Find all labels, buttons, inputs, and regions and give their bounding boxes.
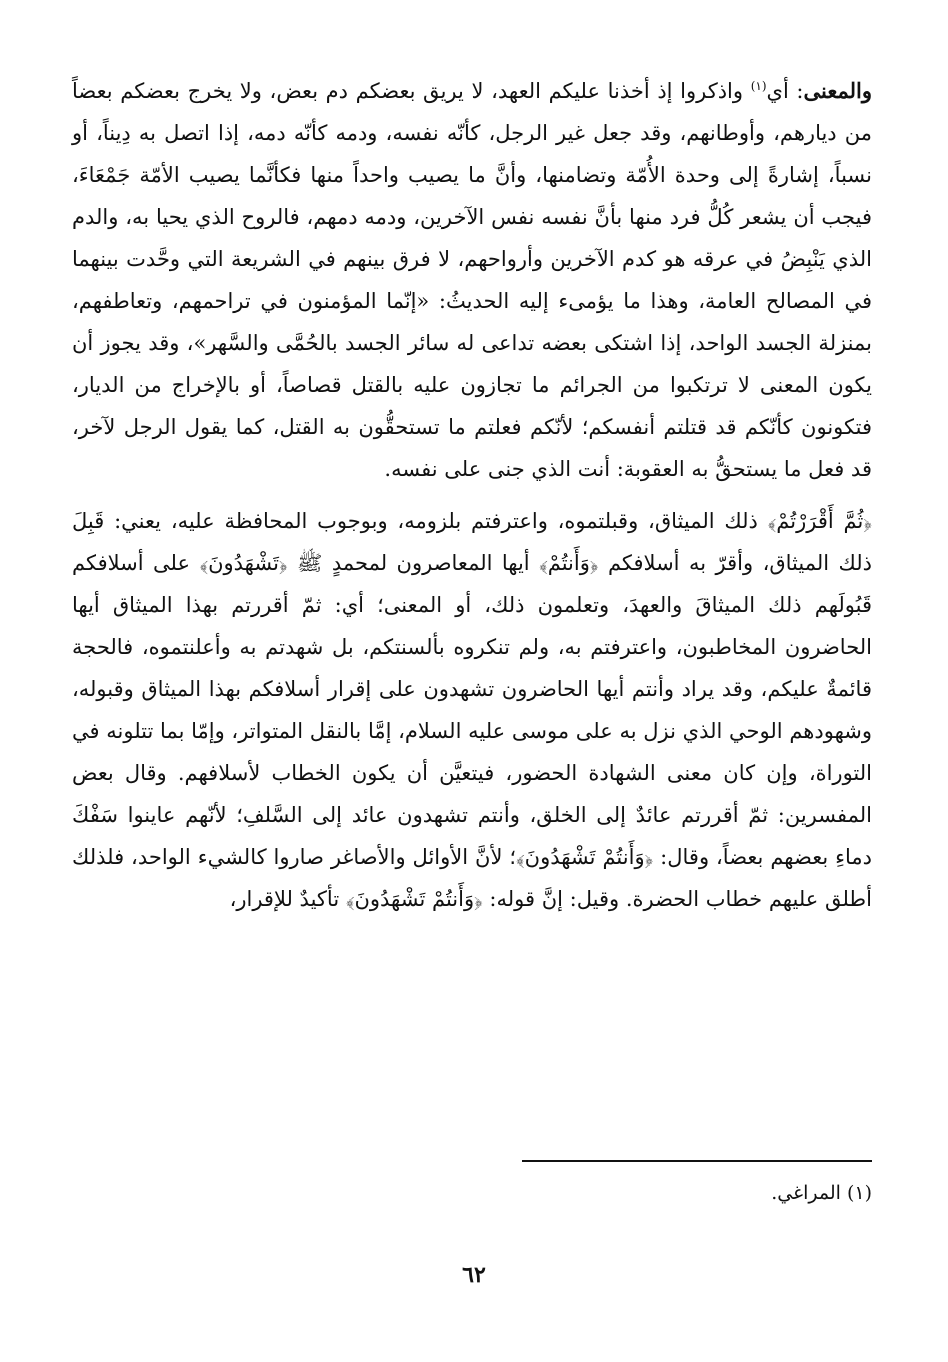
page-number: ٦٢ bbox=[462, 1262, 486, 1288]
footnote-number: (١) bbox=[846, 1182, 872, 1204]
paragraph-meaning-text: واذكروا إذ أخذنا عليكم العهد، لا يريق بعضكم دم بعض، ولا يخرج بعضكم بعضاً من ديارهم، وأوطانهم، وقد جعل غير الرجل، كأنّه نفسه، ودمه كأنّه دمه، إذا اتصل به دِيناً، أو نسباً، إشارةً إلى وحدة الأُمّة وتضامنها، وأنَّ ما يصيب واحداً منها فكأنَّما يصيب الأمّة جَمْعَاءَ، فيجب أن يشعر كُلُّ فرد منها بأنَّ نفسه نفس الآخرين، ودمه دمهم، فالروح الذي يحيا به، والدم الذي يَنْبِضُ في عرقه هو كدم الآخرين وأرواحهم، لا فرق بينهم في الشريعة التي وحَّدت بينهما في المصالح العامة، وهذا ما يؤمىء إليه الحديثُ: «إنّما المؤمنون في تراحمهم، وتعاطفهم، بمنزلة الجسد الواحد، إذا اشتكى بعضه تداعى له سائر الجسد بالحُمَّى والسَّهر»، وقد يجوز أن يكون المعنى لا ترتكبوا من الجرائم ما تجازون عليه بالقتل قصاصاً، أو بالإخراج من الديار، فتكونون كأنّكم قد قتلتم أنفسكم؛ لأنّكم فعلتم ما تستحقُّون به القتل، كما يقول الرجل لآخر، قد فعل ما يستحقُّ به العقوبة: أنت الذي جنى على نفسه. bbox=[72, 79, 873, 481]
paragraph-then-you-confirmed-text: ﴿ثُمَّ أَقْرَرْتُمْ﴾ ذلك الميثاق، وقبلتموه، واعترفتم بلزومه، وبوجوب المحافظة عليه، يعني: قَبِلَ ذلك الميثاق، وأقرّ به أسلافكم ﴿وَأَنتُمْ﴾ أيها المعاصرون لمحمدٍ ﷺ ﴿تَشْهَدُونَ﴾ على أسلافكم قَبُولَهم ذلك الميثاقَ والعهدَ، وتعلمون ذلك، أو المعنى؛ أي: ثمّ أقررتم بهذا الميثاق أيها الحاضرون المخاطبون، واعترفتم به، ولم تنكروه بألسنتكم، بل شهدتم به وأعلنتموه، فالحجة قائمةٌ عليكم، وقد يراد وأنتم أيها الحاضرون تشهدون على إقرار أسلافكم بهذا الميثاق وقبوله، وشهودهم الوحي الذي نزل به على موسى عليه السلام، إمَّا بالنقل المتواتر، وإمّا بما تتلونه في التوراة، وإن كان معنى الشهادة الحضور، فيتعيَّن أن يكون الخطاب لأسلافهم. وقال بعض المفسرين: ثمّ أقررتم عائدٌ إلى الخلق، وأنتم تشهدون عائد إلى السَّلفِ؛ لأنّهم عاينوا سَفْكَ دماءِ بعضهم بعضاً، وقال: ﴿وَأَنتُمْ تَشْهَدُونَ﴾؛ لأنَّ الأوائل والأصاغر صاروا كالشيء الواحد، فلذلك أطلق عليهم خطاب الحضرة. وقيل: إنَّ قوله: ﴿وَأَنتُمْ تَشْهَدُونَ﴾ تأكيدٌ للإقرار، bbox=[72, 509, 872, 911]
paragraph-then-you-confirmed bbox=[72, 500, 872, 920]
main-text bbox=[72, 70, 872, 920]
footnote bbox=[72, 1178, 872, 1208]
footnote-divider bbox=[522, 1160, 872, 1162]
footnote-ref: (١) bbox=[750, 79, 767, 93]
meaning-intro: : أي bbox=[766, 79, 804, 103]
meaning-label: والمعنى bbox=[803, 78, 872, 103]
paragraph-meaning bbox=[72, 70, 872, 490]
footnote-text: المراغي. bbox=[771, 1182, 847, 1204]
